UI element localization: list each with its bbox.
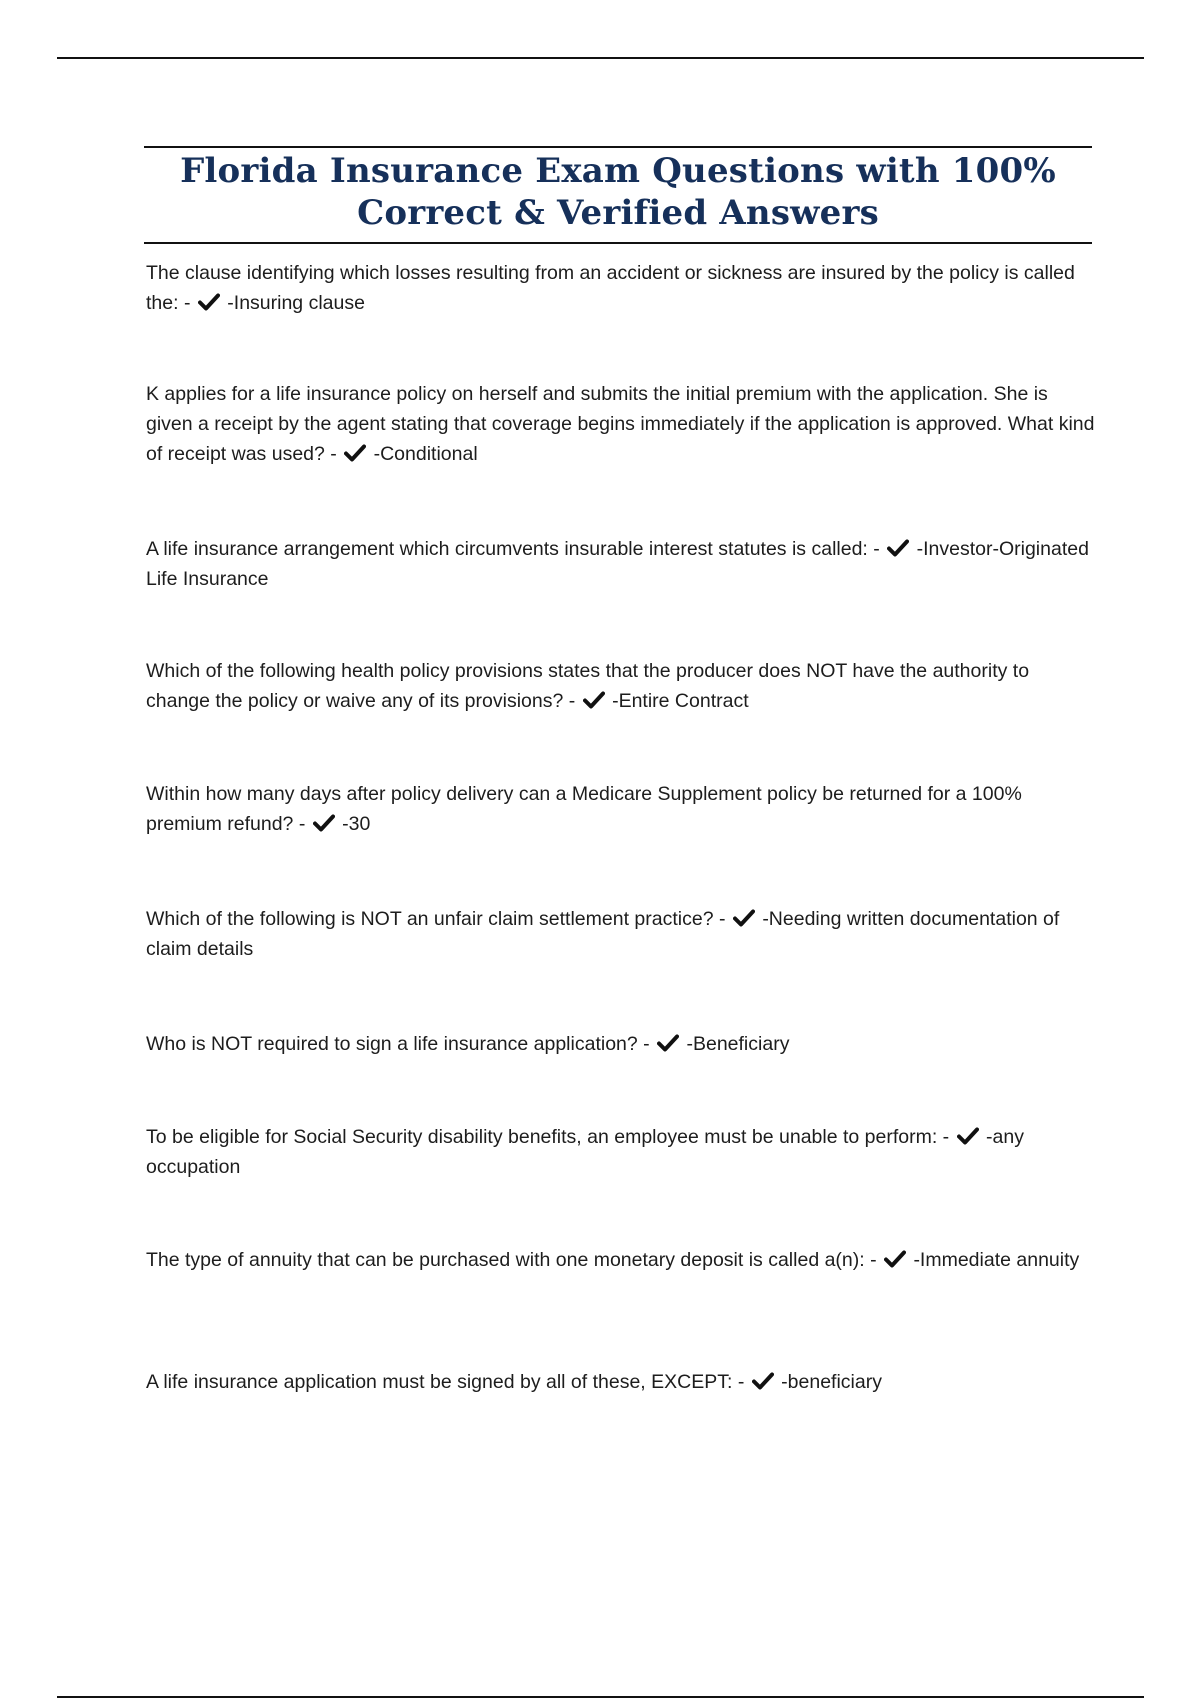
answer-text: -Beneficiary (686, 1033, 790, 1055)
qa-item (146, 379, 1096, 469)
answer-text: -Insuring clause (227, 292, 365, 314)
qa-item (146, 656, 1096, 716)
answer-text: -30 (342, 813, 371, 835)
question-text: A life insurance application must be signed by all of these, EXCEPT: - (146, 1371, 745, 1393)
question-text: Within how many days after policy delivery can a Medicare Supplement policy be returned for a 100% premium refund? - (146, 783, 1022, 835)
qa-item (146, 1122, 1096, 1182)
question-text: K applies for a life insurance policy on herself and submits the initial premium with the application. She is given a receipt by the agent stating that coverage begins immediately if the application is approved. What kind of receipt was used? - (146, 383, 1095, 465)
qa-item (146, 534, 1096, 594)
title-line-1: Florida Insurance Exam Questions with 100% (180, 151, 1056, 191)
qa-item (146, 258, 1096, 318)
question-text: Which of the following is NOT an unfair claim settlement practice? - (146, 908, 726, 930)
qa-item (146, 1367, 1096, 1397)
qa-item (146, 904, 1096, 964)
question-text: Who is NOT required to sign a life insurance application? - (146, 1033, 650, 1055)
question-text: Which of the following health policy provisions states that the producer does NOT have the authority to change the policy or waive any of its provisions? - (146, 660, 1030, 712)
qa-item (146, 779, 1096, 839)
answer-text: -Conditional (373, 443, 478, 465)
checkmark-icon (957, 1127, 979, 1145)
answer-text: -Needing written documentation of claim details (146, 908, 1060, 960)
checkmark-icon (884, 1250, 906, 1268)
checkmark-icon (752, 1372, 774, 1390)
qa-item (146, 1245, 1096, 1275)
question-text: To be eligible for Social Security disability benefits, an employee must be unable to perform: - (146, 1126, 950, 1148)
answer-text: -Immediate annuity (913, 1249, 1080, 1271)
question-text: The type of annuity that can be purchased with one monetary deposit is called a(n): - (146, 1249, 877, 1271)
checkmark-icon (733, 909, 755, 927)
answer-text: -any occupation (146, 1126, 1024, 1178)
answer-text: -beneficiary (781, 1371, 882, 1393)
checkmark-icon (313, 814, 335, 832)
answer-text: -Entire Contract (612, 690, 749, 712)
document-title (144, 146, 1092, 244)
checkmark-icon (657, 1034, 679, 1052)
question-text: The clause identifying which losses resulting from an accident or sickness are insured by the policy is called the: - (146, 262, 1075, 314)
title-line-2: Correct & Verified Answers (357, 193, 879, 233)
checkmark-icon (887, 539, 909, 557)
question-text: A life insurance arrangement which circumvents insurable interest statutes is called: - (146, 538, 880, 560)
page-top-rule (57, 57, 1144, 59)
checkmark-icon (198, 293, 220, 311)
checkmark-icon (583, 691, 605, 709)
page-bottom-rule (57, 1696, 1144, 1698)
checkmark-icon (344, 444, 366, 462)
qa-item (146, 1029, 1096, 1059)
answer-text: -Investor-Originated Life Insurance (146, 538, 1089, 590)
